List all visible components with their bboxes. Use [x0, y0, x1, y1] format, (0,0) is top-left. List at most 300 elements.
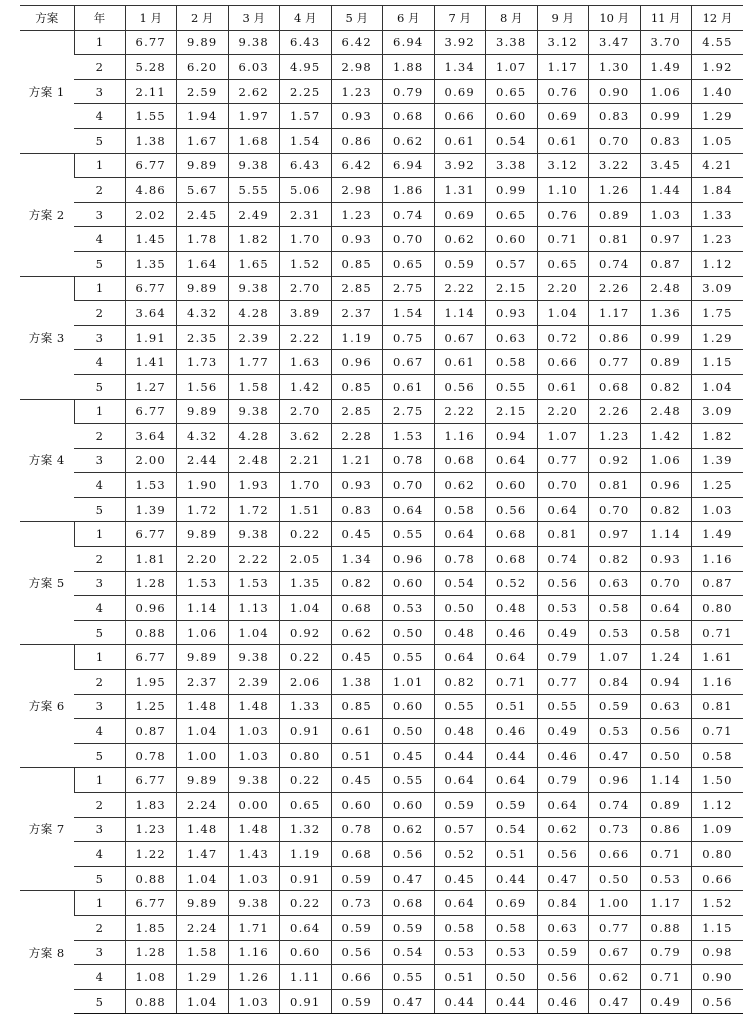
table-row	[20, 227, 743, 252]
value-cell: 1.03	[228, 719, 280, 744]
value-cell: 0.89	[589, 202, 641, 227]
value-cell: 0.90	[692, 965, 744, 990]
value-cell: 0.60	[486, 473, 538, 498]
value-cell: 2.45	[177, 202, 229, 227]
table-row	[20, 645, 743, 670]
year-cell: 3	[74, 79, 125, 104]
value-cell: 6.77	[125, 891, 177, 916]
value-cell: 1.16	[692, 547, 744, 572]
year-cell: 1	[74, 30, 125, 55]
value-cell: 0.59	[383, 915, 435, 940]
year-cell: 5	[74, 743, 125, 768]
value-cell: 1.17	[537, 55, 589, 80]
value-cell: 0.93	[486, 301, 538, 326]
table-row	[20, 276, 743, 301]
value-cell: 0.68	[331, 842, 383, 867]
value-cell: 2.06	[280, 670, 332, 695]
year-cell: 1	[74, 276, 125, 301]
value-cell: 2.24	[177, 793, 229, 818]
value-cell: 0.56	[640, 719, 692, 744]
year-cell: 1	[74, 153, 125, 178]
table-row	[20, 497, 743, 522]
table-row	[20, 79, 743, 104]
value-cell: 0.64	[280, 915, 332, 940]
value-cell: 1.10	[537, 178, 589, 203]
value-cell: 0.49	[537, 620, 589, 645]
value-cell: 1.22	[125, 842, 177, 867]
table-row	[20, 448, 743, 473]
header-month: 11 月	[640, 6, 692, 31]
header-month: 3 月	[228, 6, 280, 31]
value-cell: 0.81	[589, 473, 641, 498]
value-cell: 1.27	[125, 374, 177, 399]
value-cell: 0.68	[589, 374, 641, 399]
table-row	[20, 424, 743, 449]
value-cell: 0.60	[383, 694, 435, 719]
value-cell: 0.51	[486, 694, 538, 719]
value-cell: 1.03	[692, 497, 744, 522]
value-cell: 1.01	[383, 670, 435, 695]
table-row	[20, 473, 743, 498]
value-cell: 1.94	[177, 104, 229, 129]
value-cell: 1.00	[177, 743, 229, 768]
header-month: 12 月	[692, 6, 744, 31]
value-cell: 1.12	[692, 251, 744, 276]
value-cell: 1.14	[434, 301, 486, 326]
value-cell: 0.70	[537, 473, 589, 498]
value-cell: 0.92	[589, 448, 641, 473]
value-cell: 1.14	[640, 768, 692, 793]
value-cell: 1.49	[692, 522, 744, 547]
value-cell: 0.53	[589, 719, 641, 744]
value-cell: 1.95	[125, 670, 177, 695]
table-row	[20, 374, 743, 399]
value-cell: 1.30	[589, 55, 641, 80]
value-cell: 0.86	[331, 128, 383, 153]
value-cell: 1.45	[125, 227, 177, 252]
value-cell: 0.47	[537, 866, 589, 891]
scheme-label: 方案 3	[20, 276, 74, 399]
value-cell: 4.86	[125, 178, 177, 203]
value-cell: 1.48	[177, 817, 229, 842]
value-cell: 0.85	[331, 694, 383, 719]
table-row	[20, 743, 743, 768]
value-cell: 0.99	[486, 178, 538, 203]
value-cell: 1.36	[640, 301, 692, 326]
value-cell: 0.62	[331, 620, 383, 645]
value-cell: 2.15	[486, 276, 538, 301]
value-cell: 1.52	[692, 891, 744, 916]
value-cell: 1.48	[177, 694, 229, 719]
value-cell: 0.64	[486, 645, 538, 670]
value-cell: 3.89	[280, 301, 332, 326]
value-cell: 0.64	[434, 891, 486, 916]
value-cell: 0.46	[537, 989, 589, 1014]
header-month: 2 月	[177, 6, 229, 31]
header-month: 1 月	[125, 6, 177, 31]
value-cell: 0.61	[434, 350, 486, 375]
year-cell: 1	[74, 891, 125, 916]
year-cell: 5	[74, 866, 125, 891]
value-cell: 0.44	[434, 989, 486, 1014]
value-cell: 1.54	[383, 301, 435, 326]
value-cell: 0.59	[331, 915, 383, 940]
table-row	[20, 153, 743, 178]
table-row	[20, 325, 743, 350]
value-cell: 0.61	[434, 128, 486, 153]
value-cell: 0.77	[537, 670, 589, 695]
value-cell: 1.12	[692, 793, 744, 818]
value-cell: 1.25	[692, 473, 744, 498]
value-cell: 0.22	[280, 891, 332, 916]
value-cell: 1.14	[177, 596, 229, 621]
value-cell: 9.89	[177, 768, 229, 793]
year-cell: 5	[74, 989, 125, 1014]
value-cell: 1.23	[125, 817, 177, 842]
value-cell: 9.89	[177, 522, 229, 547]
value-cell: 0.96	[331, 350, 383, 375]
value-cell: 1.05	[692, 128, 744, 153]
table-row	[20, 571, 743, 596]
value-cell: 0.87	[125, 719, 177, 744]
value-cell: 2.26	[589, 399, 641, 424]
table-row	[20, 522, 743, 547]
value-cell: 0.56	[486, 497, 538, 522]
value-cell: 0.60	[383, 793, 435, 818]
value-cell: 2.62	[228, 79, 280, 104]
value-cell: 0.84	[589, 670, 641, 695]
header-month: 4 月	[280, 6, 332, 31]
value-cell: 9.89	[177, 30, 229, 55]
value-cell: 0.62	[537, 817, 589, 842]
value-cell: 1.93	[228, 473, 280, 498]
value-cell: 1.68	[228, 128, 280, 153]
value-cell: 1.53	[228, 571, 280, 596]
value-cell: 4.21	[692, 153, 744, 178]
value-cell: 1.51	[280, 497, 332, 522]
value-cell: 3.64	[125, 424, 177, 449]
value-cell: 0.45	[331, 768, 383, 793]
value-cell: 1.39	[692, 448, 744, 473]
value-cell: 0.70	[640, 571, 692, 596]
value-cell: 1.04	[177, 989, 229, 1014]
value-cell: 0.45	[331, 645, 383, 670]
value-cell: 0.87	[692, 571, 744, 596]
value-cell: 0.71	[640, 842, 692, 867]
table-row	[20, 596, 743, 621]
header-row	[20, 6, 743, 31]
value-cell: 0.65	[280, 793, 332, 818]
value-cell: 0.77	[589, 915, 641, 940]
value-cell: 0.67	[589, 940, 641, 965]
table-row	[20, 694, 743, 719]
year-cell: 4	[74, 596, 125, 621]
value-cell: 0.55	[383, 645, 435, 670]
value-cell: 0.44	[434, 743, 486, 768]
value-cell: 6.94	[383, 153, 435, 178]
value-cell: 0.54	[434, 571, 486, 596]
value-cell: 2.37	[331, 301, 383, 326]
value-cell: 0.56	[537, 571, 589, 596]
value-cell: 0.46	[486, 620, 538, 645]
value-cell: 0.61	[537, 128, 589, 153]
value-cell: 1.38	[331, 670, 383, 695]
value-cell: 1.15	[692, 350, 744, 375]
value-cell: 1.83	[125, 793, 177, 818]
value-cell: 0.47	[383, 866, 435, 891]
value-cell: 0.63	[589, 571, 641, 596]
value-cell: 1.03	[228, 866, 280, 891]
year-cell: 5	[74, 374, 125, 399]
value-cell: 1.43	[228, 842, 280, 867]
value-cell: 0.99	[640, 104, 692, 129]
value-cell: 2.21	[280, 448, 332, 473]
value-cell: 2.39	[228, 325, 280, 350]
value-cell: 0.64	[640, 596, 692, 621]
value-cell: 0.49	[640, 989, 692, 1014]
value-cell: 9.38	[228, 399, 280, 424]
value-cell: 1.23	[331, 202, 383, 227]
value-cell: 0.79	[640, 940, 692, 965]
value-cell: 6.20	[177, 55, 229, 80]
value-cell: 1.33	[692, 202, 744, 227]
value-cell: 0.45	[331, 522, 383, 547]
value-cell: 0.81	[692, 694, 744, 719]
value-cell: 1.04	[537, 301, 589, 326]
value-cell: 3.70	[640, 30, 692, 55]
value-cell: 2.98	[331, 55, 383, 80]
value-cell: 1.40	[692, 79, 744, 104]
table-body	[20, 30, 743, 1014]
value-cell: 1.28	[125, 940, 177, 965]
value-cell: 1.04	[177, 866, 229, 891]
value-cell: 1.17	[640, 891, 692, 916]
value-cell: 1.58	[228, 374, 280, 399]
value-cell: 9.38	[228, 276, 280, 301]
year-cell: 3	[74, 694, 125, 719]
year-cell: 4	[74, 227, 125, 252]
value-cell: 2.22	[434, 276, 486, 301]
value-cell: 9.89	[177, 645, 229, 670]
value-cell: 0.80	[692, 842, 744, 867]
value-cell: 3.92	[434, 153, 486, 178]
value-cell: 1.08	[125, 965, 177, 990]
value-cell: 0.97	[640, 227, 692, 252]
header-month: 10 月	[589, 6, 641, 31]
value-cell: 9.38	[228, 768, 280, 793]
year-cell: 2	[74, 793, 125, 818]
value-cell: 0.53	[383, 596, 435, 621]
value-cell: 1.42	[280, 374, 332, 399]
value-cell: 9.38	[228, 30, 280, 55]
value-cell: 2.37	[177, 670, 229, 695]
value-cell: 1.35	[125, 251, 177, 276]
value-cell: 0.58	[486, 915, 538, 940]
year-cell: 1	[74, 522, 125, 547]
value-cell: 0.00	[228, 793, 280, 818]
value-cell: 1.06	[640, 79, 692, 104]
table-row	[20, 30, 743, 55]
value-cell: 0.60	[280, 940, 332, 965]
value-cell: 0.83	[640, 128, 692, 153]
value-cell: 0.62	[383, 128, 435, 153]
value-cell: 0.62	[434, 227, 486, 252]
value-cell: 0.71	[486, 670, 538, 695]
value-cell: 0.55	[383, 522, 435, 547]
value-cell: 0.88	[125, 989, 177, 1014]
value-cell: 0.79	[537, 645, 589, 670]
value-cell: 0.55	[537, 694, 589, 719]
table-row	[20, 104, 743, 129]
value-cell: 6.77	[125, 645, 177, 670]
value-cell: 0.70	[383, 227, 435, 252]
value-cell: 0.64	[486, 448, 538, 473]
value-cell: 0.53	[640, 866, 692, 891]
value-cell: 1.90	[177, 473, 229, 498]
value-cell: 2.05	[280, 547, 332, 572]
value-cell: 0.88	[125, 866, 177, 891]
value-cell: 0.60	[383, 571, 435, 596]
value-cell: 0.86	[589, 325, 641, 350]
value-cell: 0.66	[537, 350, 589, 375]
value-cell: 0.62	[589, 965, 641, 990]
year-cell: 4	[74, 719, 125, 744]
value-cell: 0.69	[537, 104, 589, 129]
value-cell: 0.93	[331, 473, 383, 498]
value-cell: 1.16	[434, 424, 486, 449]
data-table	[20, 5, 743, 1014]
value-cell: 1.24	[640, 645, 692, 670]
year-cell: 2	[74, 178, 125, 203]
value-cell: 0.96	[125, 596, 177, 621]
table-row	[20, 251, 743, 276]
value-cell: 0.45	[434, 866, 486, 891]
value-cell: 0.91	[280, 989, 332, 1014]
value-cell: 1.56	[177, 374, 229, 399]
header-month: 6 月	[383, 6, 435, 31]
value-cell: 0.57	[434, 817, 486, 842]
value-cell: 0.96	[640, 473, 692, 498]
value-cell: 3.12	[537, 30, 589, 55]
value-cell: 0.22	[280, 522, 332, 547]
value-cell: 0.50	[486, 965, 538, 990]
value-cell: 0.66	[692, 866, 744, 891]
value-cell: 0.58	[434, 915, 486, 940]
value-cell: 3.38	[486, 30, 538, 55]
value-cell: 6.77	[125, 399, 177, 424]
value-cell: 0.58	[640, 620, 692, 645]
table-row	[20, 891, 743, 916]
value-cell: 1.32	[280, 817, 332, 842]
value-cell: 0.47	[589, 989, 641, 1014]
value-cell: 1.39	[125, 497, 177, 522]
value-cell: 0.47	[589, 743, 641, 768]
value-cell: 1.41	[125, 350, 177, 375]
value-cell: 0.64	[537, 497, 589, 522]
table-row	[20, 301, 743, 326]
value-cell: 1.23	[692, 227, 744, 252]
value-cell: 0.59	[486, 793, 538, 818]
value-cell: 0.82	[640, 374, 692, 399]
value-cell: 0.64	[486, 768, 538, 793]
value-cell: 2.85	[331, 276, 383, 301]
value-cell: 3.64	[125, 301, 177, 326]
value-cell: 0.22	[280, 645, 332, 670]
value-cell: 0.89	[640, 350, 692, 375]
value-cell: 0.80	[280, 743, 332, 768]
scheme-label: 方案 1	[20, 30, 74, 153]
value-cell: 0.56	[434, 374, 486, 399]
value-cell: 0.78	[125, 743, 177, 768]
table-row	[20, 940, 743, 965]
value-cell: 1.13	[228, 596, 280, 621]
value-cell: 0.54	[486, 128, 538, 153]
value-cell: 0.87	[640, 251, 692, 276]
value-cell: 1.23	[589, 424, 641, 449]
value-cell: 0.66	[434, 104, 486, 129]
value-cell: 1.49	[640, 55, 692, 80]
value-cell: 0.68	[486, 547, 538, 572]
value-cell: 1.84	[692, 178, 744, 203]
value-cell: 1.73	[177, 350, 229, 375]
value-cell: 6.77	[125, 153, 177, 178]
year-cell: 2	[74, 424, 125, 449]
table-row	[20, 719, 743, 744]
value-cell: 1.88	[383, 55, 435, 80]
table-row	[20, 817, 743, 842]
value-cell: 3.38	[486, 153, 538, 178]
value-cell: 9.38	[228, 522, 280, 547]
value-cell: 0.89	[640, 793, 692, 818]
value-cell: 1.54	[280, 128, 332, 153]
value-cell: 0.50	[589, 866, 641, 891]
value-cell: 1.04	[177, 719, 229, 744]
value-cell: 0.73	[589, 817, 641, 842]
scheme-label: 方案 4	[20, 399, 74, 522]
value-cell: 0.71	[692, 719, 744, 744]
year-cell: 1	[74, 399, 125, 424]
year-cell: 2	[74, 670, 125, 695]
value-cell: 0.93	[331, 227, 383, 252]
value-cell: 0.78	[331, 817, 383, 842]
value-cell: 0.50	[383, 620, 435, 645]
year-cell: 3	[74, 202, 125, 227]
value-cell: 0.84	[537, 891, 589, 916]
value-cell: 0.59	[331, 866, 383, 891]
value-cell: 0.88	[640, 915, 692, 940]
value-cell: 1.34	[331, 547, 383, 572]
value-cell: 3.47	[589, 30, 641, 55]
value-cell: 6.77	[125, 768, 177, 793]
value-cell: 1.67	[177, 128, 229, 153]
value-cell: 0.53	[486, 940, 538, 965]
value-cell: 1.86	[383, 178, 435, 203]
value-cell: 0.68	[383, 891, 435, 916]
value-cell: 0.68	[434, 448, 486, 473]
value-cell: 6.42	[331, 30, 383, 55]
value-cell: 2.59	[177, 79, 229, 104]
year-cell: 3	[74, 817, 125, 842]
value-cell: 1.06	[177, 620, 229, 645]
value-cell: 0.90	[589, 79, 641, 104]
value-cell: 2.25	[280, 79, 332, 104]
value-cell: 0.65	[486, 79, 538, 104]
value-cell: 0.83	[589, 104, 641, 129]
value-cell: 1.14	[640, 522, 692, 547]
value-cell: 1.53	[383, 424, 435, 449]
year-cell: 1	[74, 768, 125, 793]
value-cell: 0.56	[331, 940, 383, 965]
